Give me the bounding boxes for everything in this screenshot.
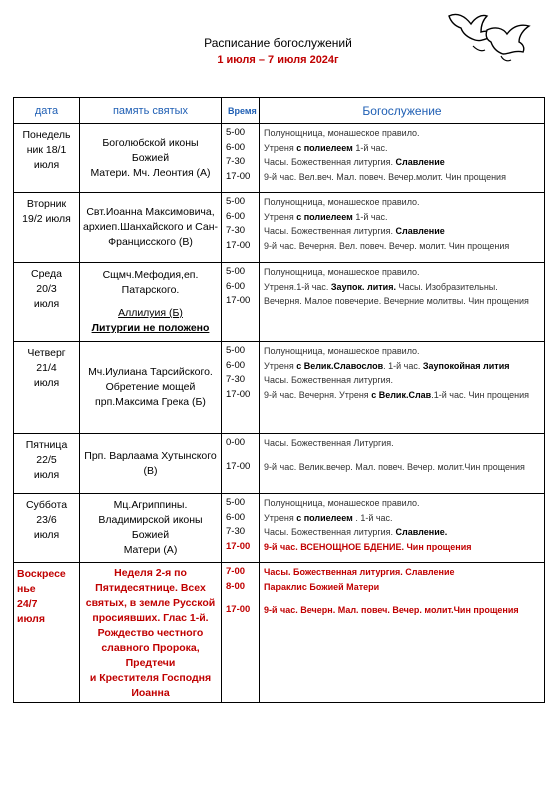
col-header-service: Богослужение <box>260 98 545 124</box>
date-cell: Пятница 22/5 июля <box>14 434 80 494</box>
col-header-date: дата <box>14 98 80 124</box>
time-cell: 5-00 6-00 7-30 17-00 <box>222 342 260 434</box>
col-header-time: Время <box>222 98 260 124</box>
service-cell: Полунощница, монашеское правило. Утреня с полиелеем 1-й час. Часы. Божественная литургия. Славление 9-й час. Вечерня. Вел. повеч. Вечер. молит. Чин прощения <box>260 193 545 263</box>
date-cell: Воскресе нье 24/7 июля <box>14 563 80 703</box>
table-row <box>14 494 545 563</box>
saints-cell: Свт.Иоанна Максимовича, архиеп.Шанхайского и Сан- Францисского (В) <box>80 193 222 263</box>
saints-cell: Боголюбской иконы Божией Матери. Мч. Леонтия (А) <box>80 124 222 193</box>
date-range: 1 июля – 7 июля 2024г <box>217 54 339 66</box>
service-cell: Полунощница, монашеское правило. Утреня с Велик.Славослов. 1-й час. Заупокойная лития Часы. Божественная литургия. 9-й час. Вечерня. Утреня с Велик.Слав.1-й час. Чин прощения <box>260 342 545 434</box>
date-cell: Вторник 19/2 июля <box>14 193 80 263</box>
table-row <box>14 563 545 703</box>
col-header-saints: память святых <box>80 98 222 124</box>
service-cell: Полунощница, монашеское правило. Утреня с полиелеем . 1-й час. Часы. Божественная литургия. Славление. 9-й час. ВСЕНОЩНОЕ БДЕНИЕ. Чин прощения <box>260 494 545 563</box>
saints-cell: Мц.Агриппины. Владимирской иконы Божией Матери (А) <box>80 494 222 563</box>
time-cell: 5-00 6-00 7-30 17-00 <box>222 494 260 563</box>
time-cell: 5-00 6-00 17-00 <box>222 263 260 342</box>
service-cell: Часы. Божественная литургия. Славление Параклис Божией Матери 9-й час. Вечерн. Мал. повеч. Вечер. молит.Чин прощения <box>260 563 545 703</box>
date-cell: Среда 20/3 июля <box>14 263 80 342</box>
time-cell: 0-00 17-00 <box>222 434 260 494</box>
table-row <box>14 124 545 193</box>
date-cell: Понедель ник 18/1 июля <box>14 124 80 193</box>
saints-cell: Сщмч.Мефодия,еп. Патарского. Аллилуия (Б) Литургии не положено <box>80 263 222 342</box>
table-header-row <box>14 98 545 124</box>
saints-cell: Мч.Иулиана Тарсийского. Обретение мощей прп.Максима Грека (Б) <box>80 342 222 434</box>
date-cell: Суббота 23/6 июля <box>14 494 80 563</box>
time-cell: 7-00 8-00 17-00 <box>222 563 260 703</box>
time-cell: 5-00 6-00 7-30 17-00 <box>222 193 260 263</box>
date-cell: Четверг 21/4 июля <box>14 342 80 434</box>
saints-cell: Неделя 2-я по Пятидесятнице. Всех святых, в земле Русской просиявших. Глас 1-й. Рождество честного славного Пророка, Предтечи и Крестителя Господня Иоанна <box>80 563 222 703</box>
table-row <box>14 193 545 263</box>
table-row <box>14 434 545 494</box>
page-title: Расписание богослужений <box>204 36 352 50</box>
service-cell: Полунощница, монашеское правило. Утреня с полиелеем 1-й час. Часы. Божественная литургия. Славление 9-й час. Вел.веч. Мал. повеч. Вечер.молит. Чин прощения <box>260 124 545 193</box>
service-cell: Полунощница, монашеское правило. Утреня.1-й час. Заупок. лития. Часы. Изобразительны. Вечерня. Малое повечерие. Вечерние молитвы. Чин прощения <box>260 263 545 342</box>
table-row <box>14 342 545 434</box>
time-cell: 5-00 6-00 7-30 17-00 <box>222 124 260 193</box>
table-row <box>14 263 545 342</box>
schedule-table <box>13 97 545 703</box>
saints-cell: Прп. Варлаама Хутынского (В) <box>80 434 222 494</box>
service-cell: Часы. Божественная Литургия. 9-й час. Велик.вечер. Мал. повеч. Вечер. молит.Чин прощения <box>260 434 545 494</box>
